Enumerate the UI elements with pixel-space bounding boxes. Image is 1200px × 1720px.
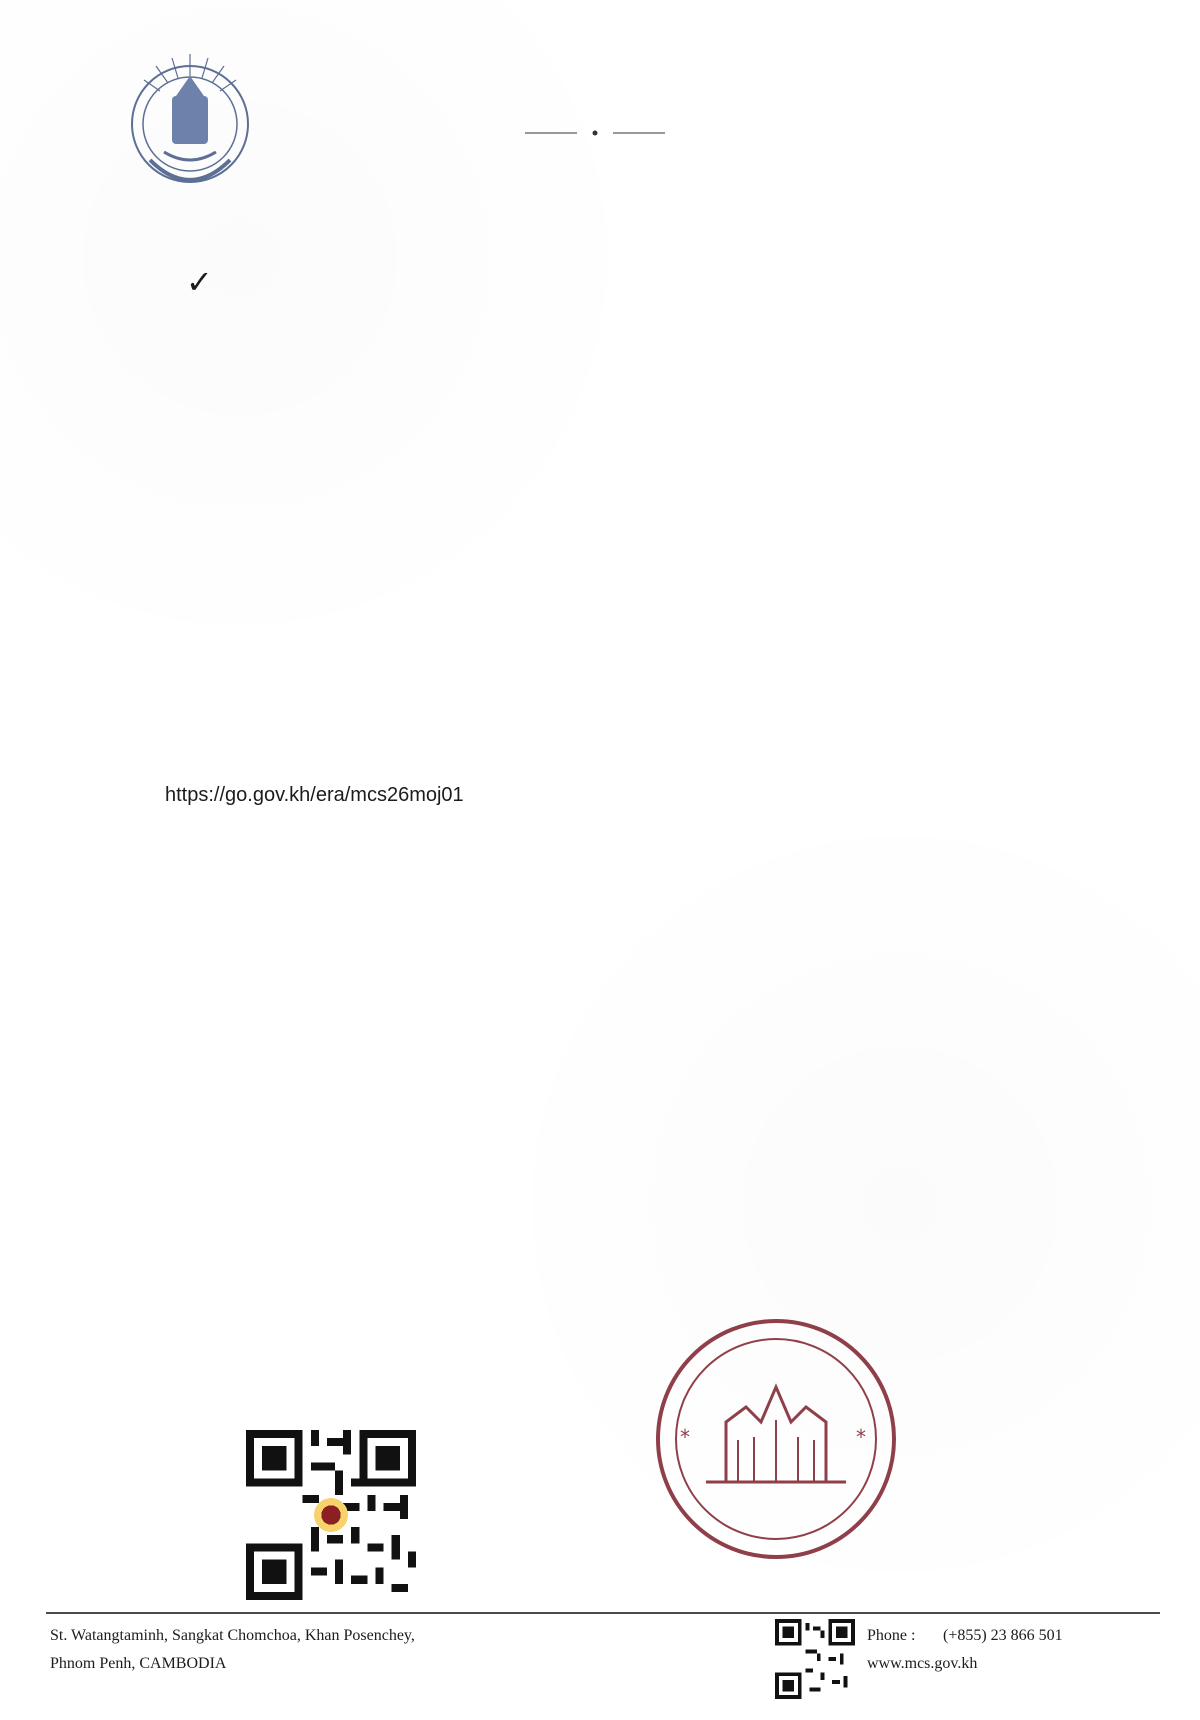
candidate-list-link[interactable]: https://go.gov.kh/era/mcs26moj01 — [165, 784, 464, 806]
svg-text:*: * — [856, 1425, 866, 1449]
footer-website: www.mcs.gov.kh — [867, 1655, 978, 1672]
ministry-name — [46, 226, 366, 260]
footer-contact — [867, 1622, 1147, 1678]
royal-emblem — [120, 42, 260, 210]
footer-phone-line — [867, 1622, 1147, 1650]
verification-paragraph — [165, 770, 1090, 819]
candidate-list-qr-code[interactable] — [246, 1430, 416, 1600]
footer-address-line-2: St. Watangtaminh, Sangkat Chomchoa, Khan Posenchey, — [50, 1627, 415, 1644]
footer-address-line-3: Phnom Penh, CAMBODIA — [50, 1655, 227, 1672]
footer-phone-value: (+855) 23 866 501 — [943, 1627, 1063, 1644]
notice-title — [220, 400, 980, 630]
footer-address — [50, 1622, 550, 1678]
date-line-2 — [650, 341, 1080, 375]
correction-paragraph — [165, 819, 1090, 867]
document-number-line — [46, 263, 356, 304]
reference-paragraph — [165, 650, 1090, 698]
footer-divider — [46, 1612, 1160, 1614]
svg-text:*: * — [680, 1425, 690, 1449]
header-title — [395, 30, 815, 108]
contact-paragraph — [165, 879, 1090, 927]
announcement-paragraph — [165, 710, 1090, 758]
check-mark-icon: ✓ — [186, 263, 213, 301]
date-line-1 — [650, 298, 1080, 332]
official-seal — [646, 1312, 906, 1567]
footer-qr-code[interactable] — [775, 1619, 855, 1699]
footer-phone-label: Phone : — [867, 1627, 916, 1644]
committee-signature — [610, 1268, 1080, 1306]
notice-body — [165, 650, 1090, 939]
header-divider — [525, 129, 665, 137]
qr-caption — [165, 1346, 505, 1418]
